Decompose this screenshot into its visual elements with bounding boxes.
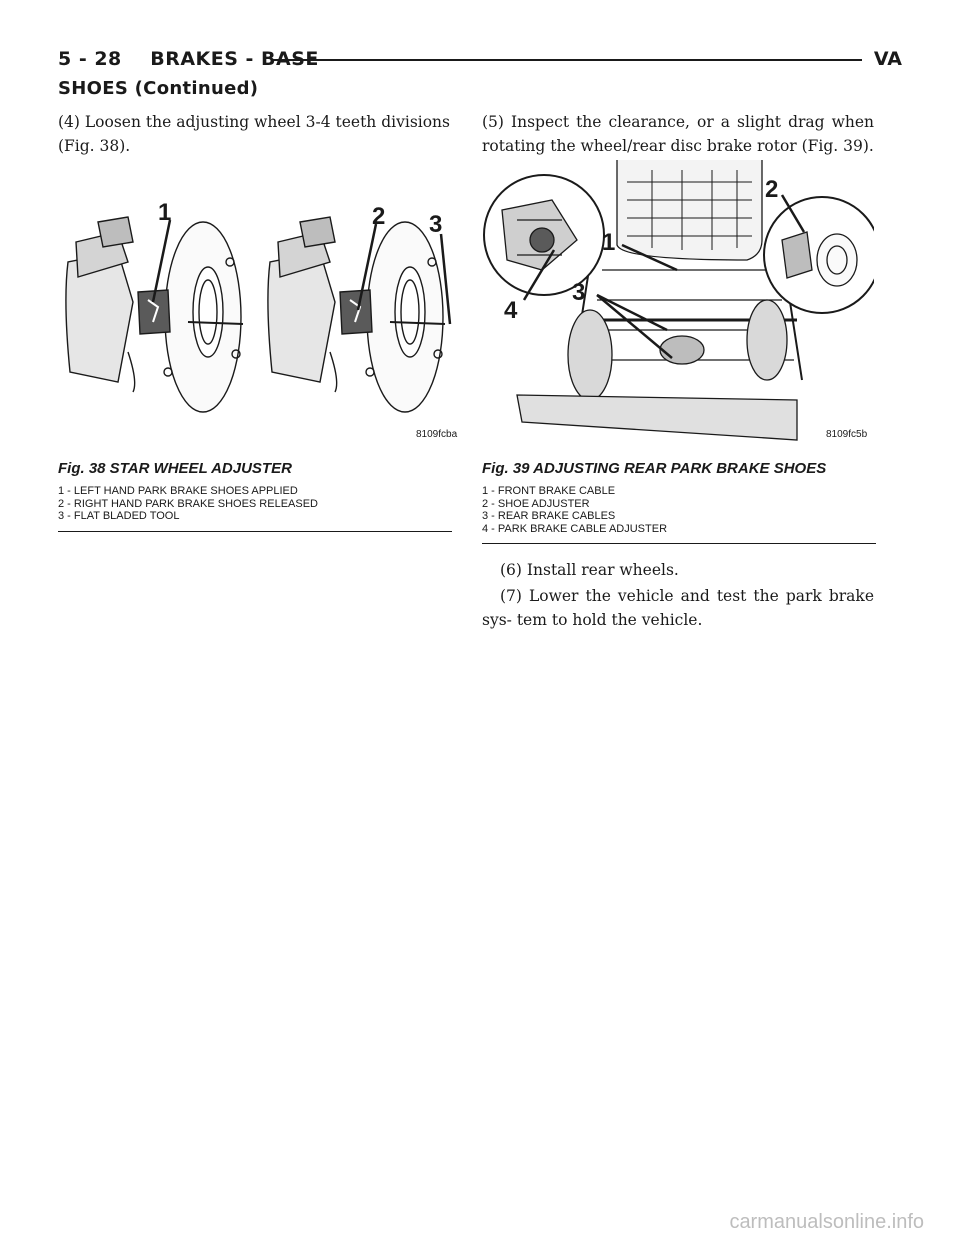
fig-39-illustration bbox=[482, 160, 874, 445]
legend-item: 3 - FLAT BLADED TOOL bbox=[58, 510, 180, 522]
callout-3: 3 bbox=[572, 279, 586, 306]
fig-38-legend bbox=[58, 485, 318, 523]
fig-38-rule bbox=[58, 531, 452, 532]
right-hand-brake-assembly bbox=[268, 217, 445, 412]
legend-item: 2 - RIGHT HAND PARK BRAKE SHOES RELEASED bbox=[58, 497, 318, 510]
fig-39-code: 8109fc5b bbox=[826, 429, 868, 440]
callout-2: 2 bbox=[765, 176, 779, 203]
header-rule bbox=[272, 59, 862, 61]
fig-39-legend bbox=[482, 485, 667, 535]
legend-item: 4 - PARK BRAKE CABLE ADJUSTER bbox=[482, 522, 668, 535]
fig-38-illustration bbox=[58, 182, 458, 442]
fig-39-caption: Fig. 39 ADJUSTING REAR PARK BRAKE SHOES bbox=[482, 460, 827, 477]
step-5-text: (5) Inspect the clearance, or a slight drag when rotating the wheel/rear disc brake rotor (Fig. 39). bbox=[482, 113, 874, 155]
step-7-text: (7) Lower the vehicle and test the park brake sys- tem to hold the vehicle. bbox=[482, 587, 874, 629]
left-hand-brake-assembly bbox=[66, 217, 243, 412]
section-title: SHOES (Continued) bbox=[58, 78, 259, 99]
legend-item: 1 - LEFT HAND PARK BRAKE SHOES APPLIED bbox=[58, 485, 298, 497]
callout-1: 1 bbox=[602, 229, 616, 256]
step-4-text: (4) Loosen the adjusting wheel 3-4 teeth divisions (Fig. 38). bbox=[58, 113, 450, 155]
page-header-section: 5 - 28 BRAKES - BASE bbox=[58, 48, 319, 70]
callout-1: 1 bbox=[158, 199, 172, 226]
legend-item: 3 - REAR BRAKE CABLES bbox=[482, 510, 616, 522]
fig-38-caption: Fig. 38 STAR WHEEL ADJUSTER bbox=[58, 460, 292, 477]
callout-2: 2 bbox=[372, 203, 386, 230]
callout-4: 4 bbox=[504, 297, 518, 324]
step-6-text: (6) Install rear wheels. bbox=[500, 561, 679, 579]
fig-38-code: 8109fcba bbox=[416, 429, 458, 440]
watermark: carmanualsonline.info bbox=[729, 1211, 924, 1233]
legend-item: 1 - FRONT BRAKE CABLE bbox=[482, 485, 616, 497]
fig-39-rule bbox=[482, 543, 876, 544]
page-header-model: VA bbox=[873, 48, 902, 70]
legend-item: 2 - SHOE ADJUSTER bbox=[482, 497, 590, 510]
callout-3: 3 bbox=[429, 211, 443, 238]
